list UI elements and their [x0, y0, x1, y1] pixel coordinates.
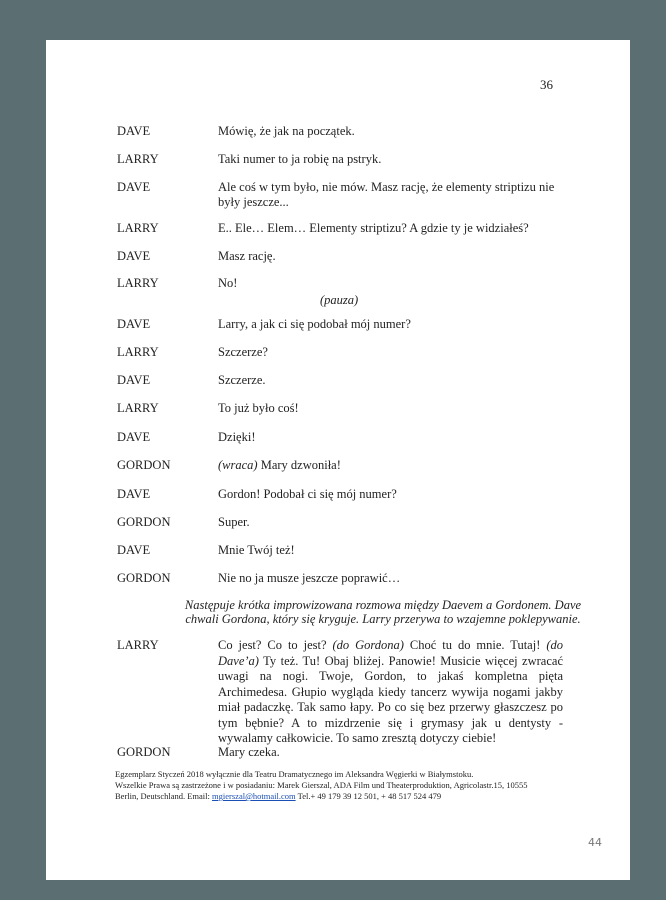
- speech-text: Taki numer to ja robię na pstryk.: [218, 152, 382, 166]
- speaker-name: GORDON: [117, 571, 171, 585]
- speech-text: Masz rację.: [218, 249, 276, 263]
- speech-text: Mnie Twój też!: [218, 543, 295, 557]
- speech-text: Nie no ja musze jeszcze poprawić…: [218, 571, 401, 585]
- footer-line: Egzemplarz Styczeń 2018 wyłącznie dla Teatru Dramatycznego im Aleksandra Węgierki w Białymstoku.: [115, 769, 474, 779]
- speech-text: Mówię, że jak na początek.: [218, 124, 355, 138]
- speaker-name: DAVE: [117, 543, 151, 557]
- speaker-name: DAVE: [117, 124, 151, 138]
- speech-text: Mary czeka.: [218, 745, 280, 759]
- speech-part: Choć tu do mnie. Tutaj!: [403, 638, 547, 652]
- script-page: [46, 40, 630, 880]
- footer-text: Tel.+ 49 179 39 12 501, + 48 517 524 479: [295, 791, 442, 801]
- speech-text: Szczerze?: [218, 345, 268, 359]
- stage-direction-inline: (do Gordona): [332, 638, 404, 652]
- speech-text: E.. Ele… Elem… Elementy striptizu? A gdzie ty je widziałeś?: [218, 221, 529, 235]
- copyright-footer: [115, 769, 575, 802]
- speaker-name: GORDON: [117, 458, 171, 472]
- speaker-name: LARRY: [117, 276, 159, 290]
- speaker-name: DAVE: [117, 487, 151, 501]
- speaker-name: DAVE: [117, 430, 151, 444]
- stage-direction-inline: (do Dave’a): [218, 638, 563, 668]
- speech-text: Szczerze.: [218, 373, 266, 387]
- footer-line: Wszelkie Prawa są zastrzeżone i w posiadaniu: Marek Gierszal, ADA Film und Theaterproduktion, Agricolastr.15, 10555: [115, 780, 528, 790]
- speech-text-rest: Mary dzwoniła!: [257, 458, 341, 472]
- speech-text: Gordon! Podobał ci się mój numer?: [218, 487, 397, 501]
- speech-part: Co jest? Co to jest?: [218, 638, 333, 652]
- speaker-name: LARRY: [117, 401, 159, 415]
- speaker-name: LARRY: [117, 152, 159, 166]
- speaker-name: LARRY: [117, 345, 159, 359]
- speaker-name: DAVE: [117, 317, 151, 331]
- page-number: 36: [540, 77, 553, 92]
- email-link[interactable]: mgierszal@hotmail.com: [212, 791, 296, 801]
- speech-text: To już było coś!: [218, 401, 299, 415]
- speech-text: Super.: [218, 515, 250, 529]
- speaker-name: LARRY: [117, 638, 159, 652]
- speech-text: [218, 458, 563, 473]
- speech-text: Dzięki!: [218, 430, 256, 444]
- speech-text: [218, 638, 563, 747]
- speaker-name: DAVE: [117, 373, 151, 387]
- footer-line: [115, 791, 575, 802]
- footer-text: Berlin, Deutschland. Email:: [115, 791, 213, 801]
- speaker-name: DAVE: [117, 180, 151, 194]
- speaker-name: LARRY: [117, 221, 159, 235]
- speaker-name: DAVE: [117, 249, 151, 263]
- handwritten-page-mark: 44: [588, 836, 602, 849]
- speaker-name: GORDON: [117, 515, 171, 529]
- speech-text: Ale coś w tym było, nie mów. Masz rację, że elementy striptizu nie były jeszcze...: [218, 180, 555, 209]
- stage-pause: (pauza): [320, 293, 359, 307]
- speaker-name: GORDON: [117, 745, 171, 759]
- speech-text: Larry, a jak ci się podobał mój numer?: [218, 317, 411, 331]
- stage-direction-inline: (wraca): [218, 458, 258, 472]
- speech-part: Ty też. Tu! Obaj bliżej. Panowie! Musicie więcej zwracać uwagi na nogi. Twoje, Gordon, to jakaś kompletna pięta Archimedesa. Głupio wygląda kiedy tancerz wywija nogami jakby miał padaczkę. Tak samo łapy. Po co się bez przerwy głaszczesz po tym bębnie? A to mizdrzenie się i grymasy jak u dentysty - wywalamy całkowicie. To samo zresztą dotyczy ciebie!: [218, 653, 563, 745]
- stage-direction: Następuje krótka improwizowana rozmowa między Daevem a Gordonem. Dave chwali Gordona, który się kryguje. Larry przerywa to wzajemne poklepywanie.: [184, 598, 582, 626]
- speech-text: No!: [218, 276, 238, 290]
